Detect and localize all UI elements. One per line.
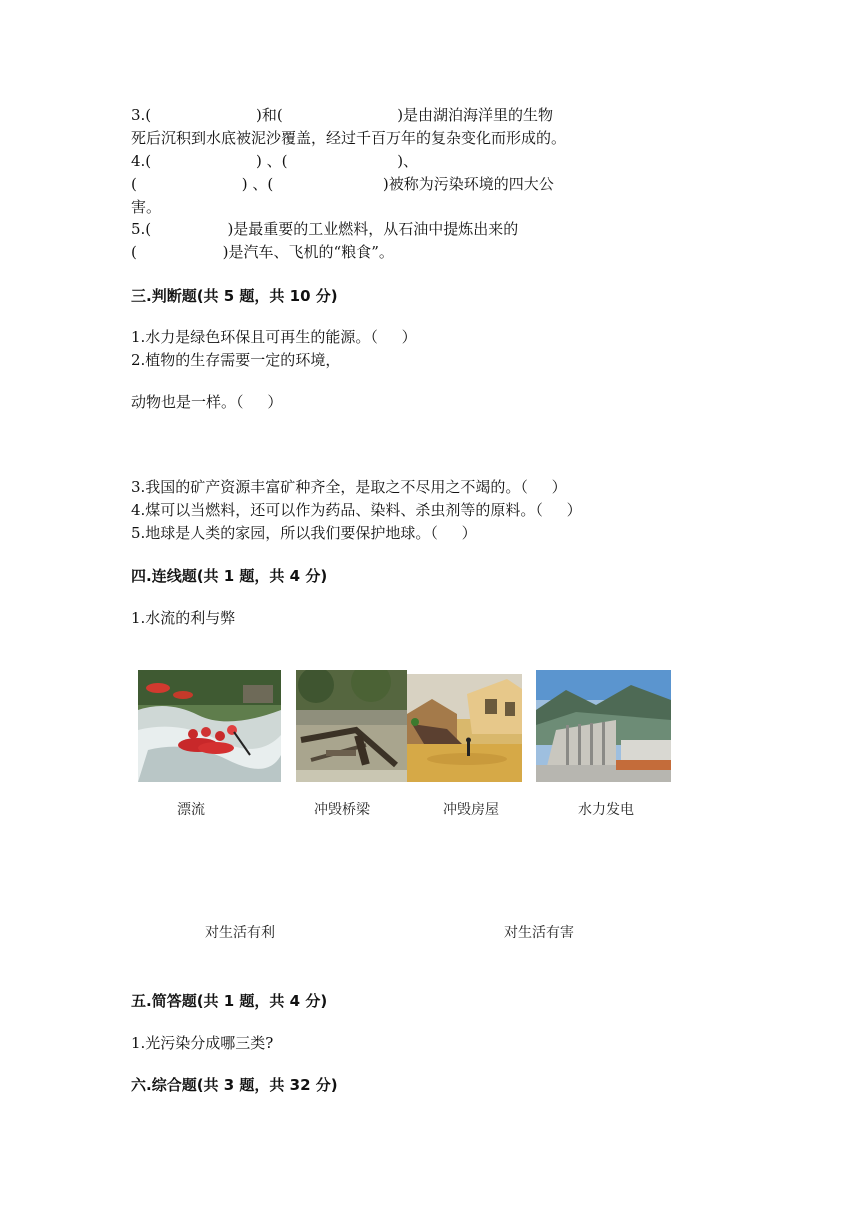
rafting-photo (138, 670, 281, 782)
q5-line2: ( )是汽车、飞机的“粮食”。 (131, 243, 394, 261)
judge-q2-part2: 动物也是一样。（ ） (131, 393, 283, 411)
judge-q2-part1: 2.植物的生存需要一定的环境， (131, 351, 341, 369)
q4-line3: 害。 (131, 198, 162, 216)
section-3-heading: 三.判断题(共 5 题，共 10 分) (131, 287, 338, 305)
q5-line1: 5.( )是最重要的工业燃料，从石油中提炼出来的 (131, 220, 519, 238)
section-6-heading: 六.综合题(共 3 题，共 32 分) (131, 1076, 338, 1094)
judge-q5: 5.地球是人类的家园，所以我们要保护地球。（ ） (131, 524, 477, 542)
judge-q3: 3.我国的矿产资源丰富矿种齐全，是取之不尽用之不竭的。（ ） (131, 478, 567, 496)
q4-line2: ( ) 、( )被称为污染环境的四大公 (131, 175, 554, 193)
q4-line1: 4.( ) 、( )、 (131, 152, 419, 170)
judge-q4: 4.煤可以当燃料，还可以作为药品、染料、杀虫剂等的原料。（ ） (131, 501, 582, 519)
label-beneficial: 对生活有利 (205, 925, 275, 941)
bridge-destroyed-photo (296, 670, 407, 782)
short-answer-q1: 1.光污染分成哪三类? (131, 1034, 274, 1052)
judge-q1: 1.水力是绿色环保且可再生的能源。（ ） (131, 328, 417, 346)
section-5-heading: 五.简答题(共 1 题，共 4 分) (131, 992, 328, 1010)
caption-house: 冲毁房屋 (443, 802, 499, 818)
house-destroyed-photo (407, 674, 522, 782)
caption-bridge: 冲毁桥梁 (314, 802, 370, 818)
q3-line1: 3.( )和( )是由湖泊海洋里的生物 (131, 106, 554, 124)
caption-hydropower: 水力发电 (578, 802, 634, 818)
label-harmful: 对生活有害 (504, 925, 574, 941)
hydropower-photo (536, 670, 671, 782)
q3-line2: 死后沉积到水底被泥沙覆盖，经过千百万年的复杂变化而形成的。 (131, 129, 567, 147)
caption-rafting: 漂流 (177, 802, 205, 818)
match-q1: 1.水流的利与弊 (131, 609, 236, 627)
section-4-heading: 四.连线题(共 1 题，共 4 分) (131, 567, 328, 585)
